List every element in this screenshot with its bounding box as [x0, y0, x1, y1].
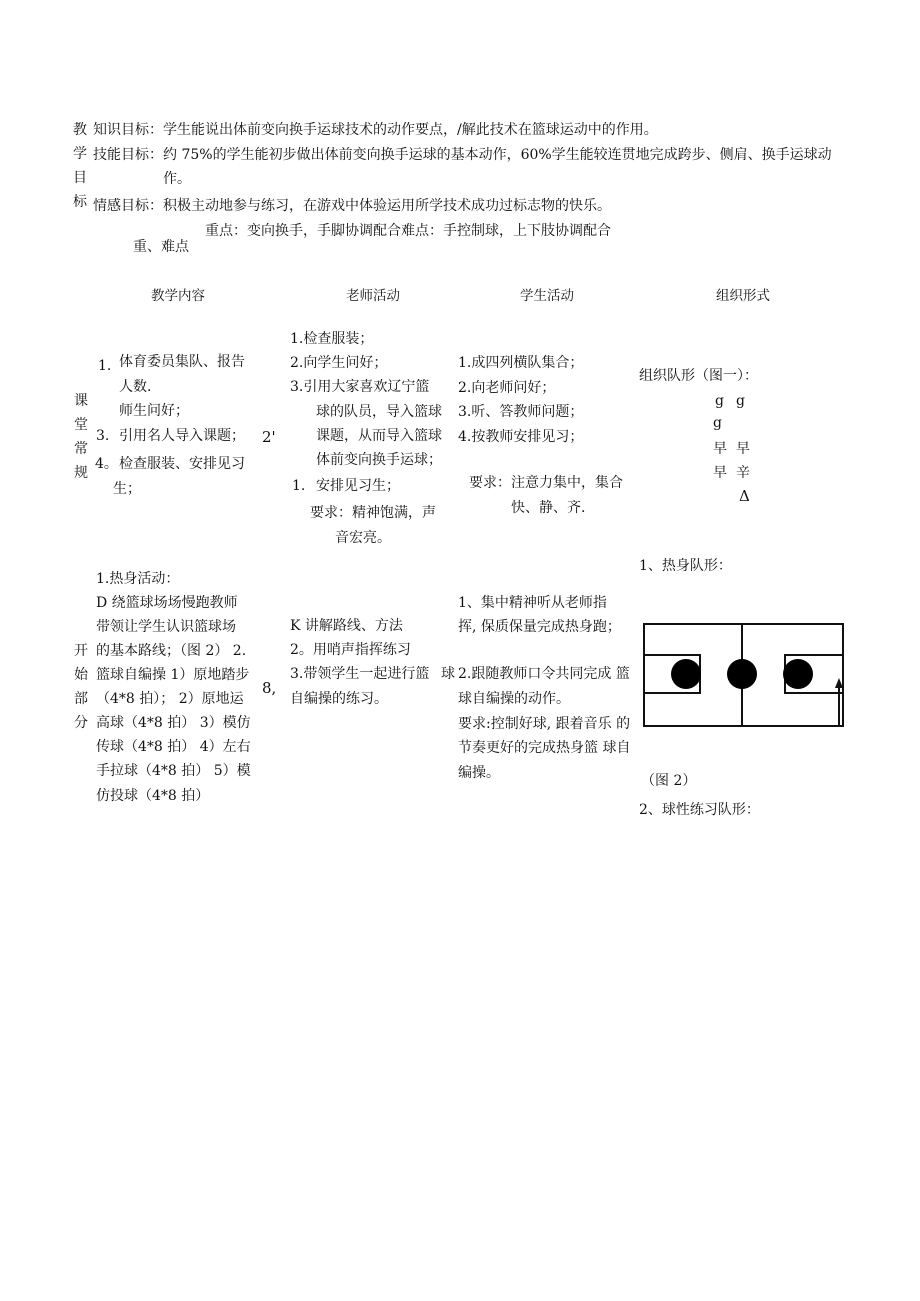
routine-content-line: 人数.: [119, 379, 152, 395]
start-student-line: 节奏更好的完成热身篮 球自: [458, 740, 631, 756]
start-teacher-line: 2。用哨声指挥练习: [290, 642, 411, 658]
start-content-line: 仿投球（4*8 拍）: [96, 788, 210, 804]
routine-content-line: 引用名人导入课题；: [119, 428, 245, 444]
skill-objective-cont: 作。: [163, 171, 191, 187]
routine-student-requirement: 快、静、齐.: [511, 500, 586, 516]
routine-content-line: 师生问好；: [119, 403, 189, 419]
start-content-line: （4*8 拍）； 2）原地运: [96, 691, 244, 707]
routine-formation-title: 组织队形（图一）：: [639, 368, 758, 384]
header-organization: 组织形式: [716, 288, 770, 304]
formation-mark: g: [736, 393, 745, 409]
center-circle: [727, 659, 757, 689]
formation-mark: g: [713, 415, 722, 431]
routine-student-line: 2.向老师问好；: [458, 380, 556, 396]
header-student: 学生活动: [520, 288, 574, 304]
section-char: 课: [74, 393, 88, 409]
routine-student-line: 4.按教师安排见习；: [458, 429, 584, 445]
routine-teacher-line: 2.向学生问好；: [290, 355, 388, 371]
routine-teacher-line: 体前变向换手运球；: [316, 452, 442, 468]
formation-mark: 辛: [736, 465, 750, 481]
section-char: 开: [74, 643, 88, 659]
start-student-line: 1、集中精神听从老师指: [458, 595, 607, 611]
start-student-line: 编操。: [458, 765, 500, 781]
routine-teacher-line: 球的队员，导入篮球: [316, 404, 442, 420]
formation-mark: 早: [713, 465, 727, 481]
start-content-line: 的基本路线；（图 2） 2.: [96, 643, 247, 659]
figure-caption: （图 2）: [641, 773, 697, 789]
section-char: 部: [74, 691, 88, 707]
routine-student-requirement: 要求：注意力集中，集合: [469, 475, 623, 491]
routine-item-number: 3.: [96, 428, 110, 444]
routine-time: 2': [262, 428, 276, 446]
start-time: 8,: [262, 679, 277, 697]
key-points-text: 重点：变向换手，手脚协调配合难点：手控制球，上下肢协调配合: [205, 223, 611, 239]
formation-mark: 早: [713, 441, 727, 457]
side-char: 标: [73, 194, 87, 210]
start-content-line: 高球（4*8 拍） 3）模仿: [96, 715, 251, 731]
start-content-line: 1.热身活动：: [96, 571, 180, 587]
start-teacher-line: 3.带领学生一起进行篮: [290, 666, 430, 682]
start-teacher-line: K 讲解路线、方法: [290, 618, 403, 634]
routine-item-number: 1.: [98, 358, 112, 374]
route-arrow-head: [835, 678, 843, 688]
ball-practice-formation-title: 2、球性练习队形：: [639, 802, 760, 818]
warmup-formation-title: 1、热身队形：: [639, 558, 732, 574]
start-teacher-line: 自编操的练习。: [290, 691, 388, 707]
start-content-line: D 绕篮球场场慢跑教师: [96, 595, 238, 611]
routine-content-line: 检查服装、安排见习: [119, 456, 245, 472]
start-content-line: 带领让学生认识篮球场: [96, 619, 236, 635]
routine-teacher-requirement: 要求：精神饱满，声: [310, 505, 436, 521]
right-circle: [783, 659, 813, 689]
routine-content-line: 生；: [113, 481, 141, 497]
teacher-position-mark: Δ: [739, 487, 750, 505]
start-content-line: 篮球自编操 1）原地踏步: [96, 667, 250, 683]
routine-student-line: 1.成四列横队集合；: [458, 355, 584, 371]
objectives-side-label: [72, 118, 88, 214]
emotion-objective: 情感目标：积极主动地参与练习，在游戏中体验运用所学技术成功过标志物的快乐。: [93, 198, 611, 214]
routine-item-number: 4。: [95, 456, 118, 472]
start-content-line: 手拉球（4*8 拍） 5）模: [96, 763, 251, 779]
section-char: 常: [74, 441, 88, 457]
skill-objective: 技能目标：约 75%的学生能初步做出体前变向换手运球的基本动作，60%学生能较连贯地完成跨步、侧肩、换手运球动: [93, 147, 832, 163]
formation-mark: g: [715, 393, 724, 409]
routine-teacher-line: 1.检查服装；: [290, 331, 374, 347]
start-student-line: 挥, 保质保量完成热身跑；: [458, 619, 621, 635]
routine-section-label: [73, 389, 89, 485]
section-char: 始: [74, 667, 88, 683]
start-section-label: [73, 639, 89, 735]
routine-teacher-line: 3.引用大家喜欢辽宁篮: [290, 379, 430, 395]
routine-teacher-line: 课题，从而导入篮球: [316, 428, 442, 444]
routine-teacher-line: 安排见习生；: [316, 478, 400, 494]
formation-mark: 早: [736, 441, 750, 457]
side-char: 学: [73, 146, 87, 162]
header-teacher: 老师活动: [346, 288, 400, 304]
court-diagram: [640, 620, 850, 732]
section-char: 堂: [74, 417, 88, 433]
start-student-line: 要求:控制好球, 跟着音乐 的: [458, 716, 631, 732]
key-points-label: 重、难点: [133, 239, 189, 255]
section-char: 分: [74, 715, 88, 731]
left-circle: [671, 659, 701, 689]
start-content-line: 传球（4*8 拍） 4）左右: [96, 739, 251, 755]
side-char: 教: [73, 122, 87, 138]
routine-content-line: 体育委员集队、报告: [119, 354, 245, 370]
start-student-line: 2.跟随教师口令共同完成 篮: [458, 666, 630, 682]
header-content: 教学内容: [151, 288, 205, 304]
routine-student-line: 3.听、答教师问题；: [458, 404, 584, 420]
side-char: 目: [73, 170, 87, 186]
knowledge-objective: 知识目标：学生能说出体前变向换手运球技术的动作要点，/解此技术在篮球运动中的作用。: [93, 122, 658, 138]
routine-teacher-requirement: 音宏亮。: [335, 530, 391, 546]
section-char: 规: [74, 465, 88, 481]
start-teacher-stray-char: 球: [441, 666, 455, 682]
start-student-line: 球自编操的动作。: [458, 691, 570, 707]
routine-teacher-number: 1.: [292, 478, 306, 494]
